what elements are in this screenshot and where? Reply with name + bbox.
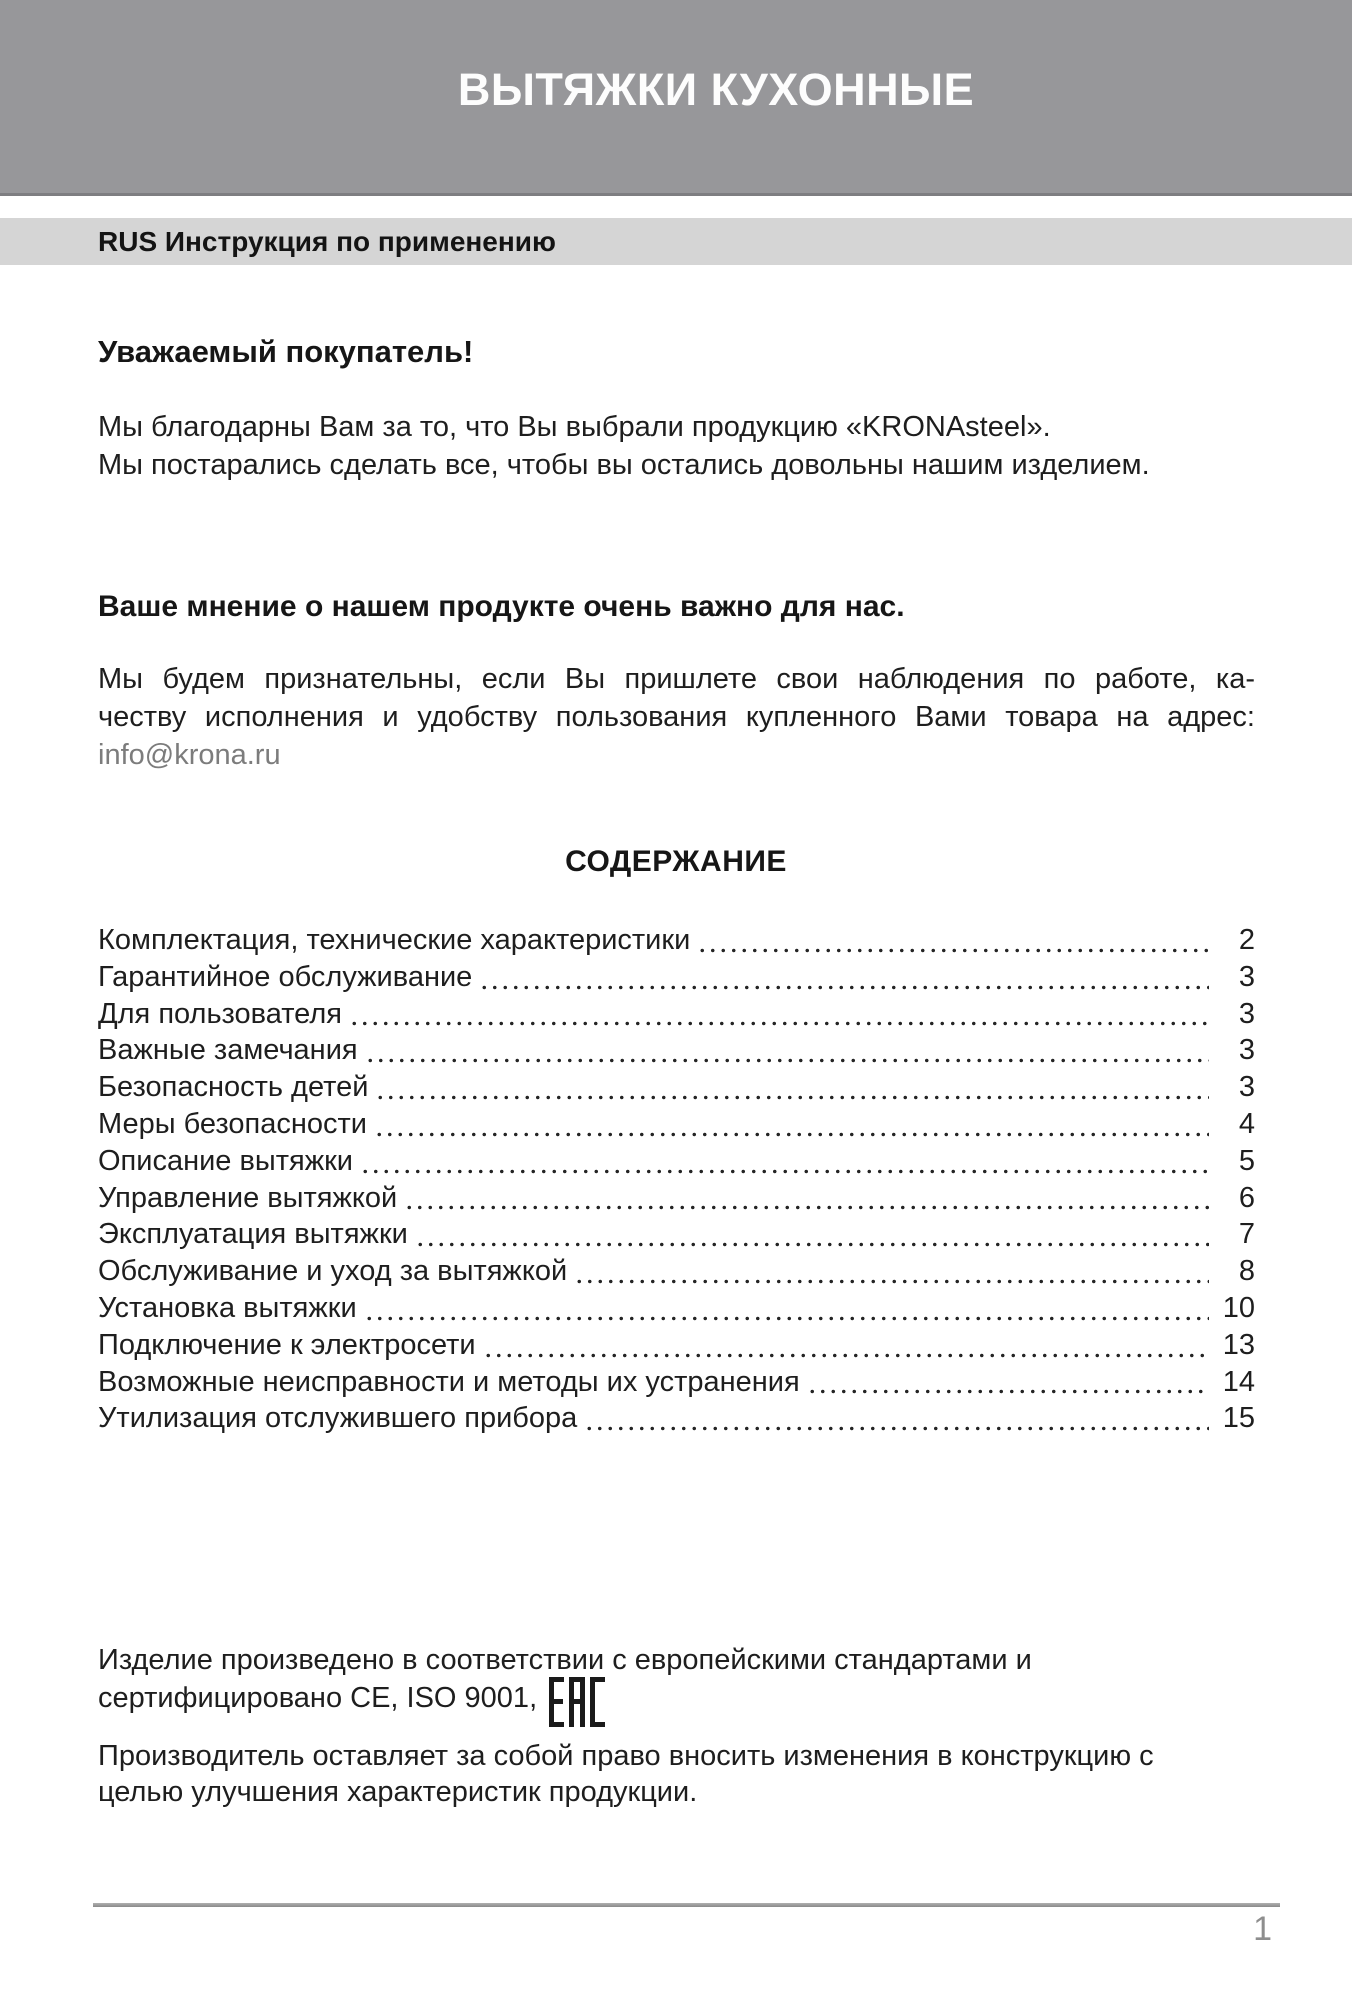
toc-entry: [98, 1400, 1255, 1437]
toc-entry-label: Обслуживание и уход за вытяжкой: [98, 1255, 568, 1288]
toc-entry: [98, 1290, 1255, 1327]
toc-entry: [98, 959, 1255, 996]
paragraph-line: Мы благодарны Вам за то, что Вы выбрали продукцию «KRONAsteel».: [98, 411, 1051, 443]
toc-entry-page: 3: [1238, 960, 1255, 993]
paragraph-line: сертифицировано CE, ISO 9001,: [98, 1682, 538, 1714]
toc-leader-dots: [584, 1400, 1209, 1437]
toc-entry-label: Комплектация, технические характеристики: [98, 924, 691, 956]
toc-entry-page: 5: [1238, 1144, 1255, 1177]
title-banner: [0, 0, 1352, 196]
toc-leader-dots: [574, 1253, 1209, 1290]
email-address: info@krona.ru: [98, 739, 281, 771]
toc-entry-page: 10: [1222, 1291, 1255, 1324]
toc-entry-label: Управление вытяжкой: [98, 1181, 398, 1214]
toc-entry-label: Безопасность детей: [98, 1071, 369, 1104]
toc-entry-page: 15: [1222, 1402, 1255, 1435]
page-number: 1: [1253, 1910, 1272, 1948]
toc-entry: [98, 1032, 1255, 1069]
toc-entry: [98, 996, 1255, 1033]
toc-entry: [98, 1106, 1255, 1143]
language-bar: [0, 218, 1352, 265]
opinion-heading: Ваше мнение о нашем продукте очень важно для нас.: [98, 590, 905, 623]
eac-certification-mark-icon: [549, 1677, 605, 1727]
toc-entry-label: Эксплуатация вытяжки: [98, 1218, 408, 1251]
toc-entry-page: 6: [1238, 1181, 1255, 1214]
toc-leader-dots: [404, 1180, 1209, 1217]
toc-entry: [98, 1327, 1255, 1364]
toc-leader-dots: [415, 1216, 1209, 1253]
toc-leader-dots: [375, 1069, 1209, 1106]
toc-entry: [98, 1143, 1255, 1180]
toc-leader-dots: [364, 1290, 1209, 1327]
paragraph-line: Изделие произведено в соответствии с европейскими стандартами и: [98, 1644, 1032, 1676]
toc-leader-dots: [349, 996, 1209, 1033]
toc-entry-page: 13: [1222, 1328, 1255, 1361]
toc-entry-label: Для пользователя: [98, 997, 342, 1030]
toc-entry-label: Утилизация отслужившего прибора: [98, 1402, 578, 1435]
toc-leader-dots: [697, 922, 1209, 959]
toc-entry: [98, 922, 1255, 959]
toc-entry-label: Гарантийное обслуживание: [98, 960, 473, 993]
toc-leader-dots: [360, 1143, 1209, 1180]
toc-entry-page: 7: [1238, 1218, 1255, 1251]
toc-entry: [98, 1216, 1255, 1253]
language-bar-label: RUS Инструкция по применению: [98, 225, 556, 257]
toc-entry-page: 14: [1222, 1365, 1255, 1398]
toc-entry-page: 3: [1238, 1034, 1255, 1067]
toc-entry: [98, 1364, 1255, 1401]
toc-leader-dots: [374, 1106, 1209, 1143]
toc-leader-dots: [365, 1032, 1209, 1069]
toc-leader-dots: [483, 1327, 1209, 1364]
toc-entry-page: 8: [1238, 1255, 1255, 1288]
greeting-heading: Уважаемый покупатель!: [98, 334, 474, 369]
paragraph-line: Мы постарались сделать все, чтобы вы остались довольны нашим изделием.: [98, 449, 1150, 481]
toc-entry-page: 4: [1238, 1107, 1255, 1140]
toc-entry-label: Возможные неисправности и методы их устранения: [98, 1365, 800, 1398]
table-of-contents: [98, 922, 1255, 1437]
toc-entry-page: 2: [1238, 924, 1255, 956]
footer-divider: [93, 1903, 1280, 1907]
toc-entry: [98, 1180, 1255, 1217]
paragraph-line: Мы будем признательны, если Вы пришлете свои наблюдения по работе, ка-: [98, 663, 1255, 695]
toc-entry-label: Меры безопасности: [98, 1107, 367, 1140]
toc-entry-label: Описание вытяжки: [98, 1144, 354, 1177]
toc-entry: [98, 1069, 1255, 1106]
paragraph-line: Производитель оставляет за собой право вносить изменения в конструкцию с: [98, 1740, 1154, 1772]
toc-entry-label: Установка вытяжки: [98, 1291, 357, 1324]
greeting-paragraph: [98, 408, 1255, 484]
toc-entry-label: Подключение к электросети: [98, 1328, 476, 1361]
page-title: ВЫТЯЖКИ КУХОННЫЕ: [457, 63, 975, 115]
toc-entry-page: 3: [1238, 997, 1255, 1030]
toc-entry: [98, 1253, 1255, 1290]
toc-heading: СОДЕРЖАНИЕ: [565, 845, 787, 878]
toc-entry-page: 3: [1238, 1071, 1255, 1104]
paragraph-line: целью улучшения характеристик продукции.: [98, 1776, 698, 1808]
toc-leader-dots: [807, 1364, 1209, 1401]
manufacturer-paragraph: [98, 1738, 1255, 1810]
toc-entry-label: Важные замечания: [98, 1034, 358, 1067]
toc-leader-dots: [479, 959, 1209, 996]
standards-paragraph: [98, 1641, 1255, 1727]
feedback-paragraph: [98, 660, 1255, 774]
paragraph-line: честву исполнения и удобству пользования купленного Вами товара на адрес:: [98, 701, 1255, 733]
